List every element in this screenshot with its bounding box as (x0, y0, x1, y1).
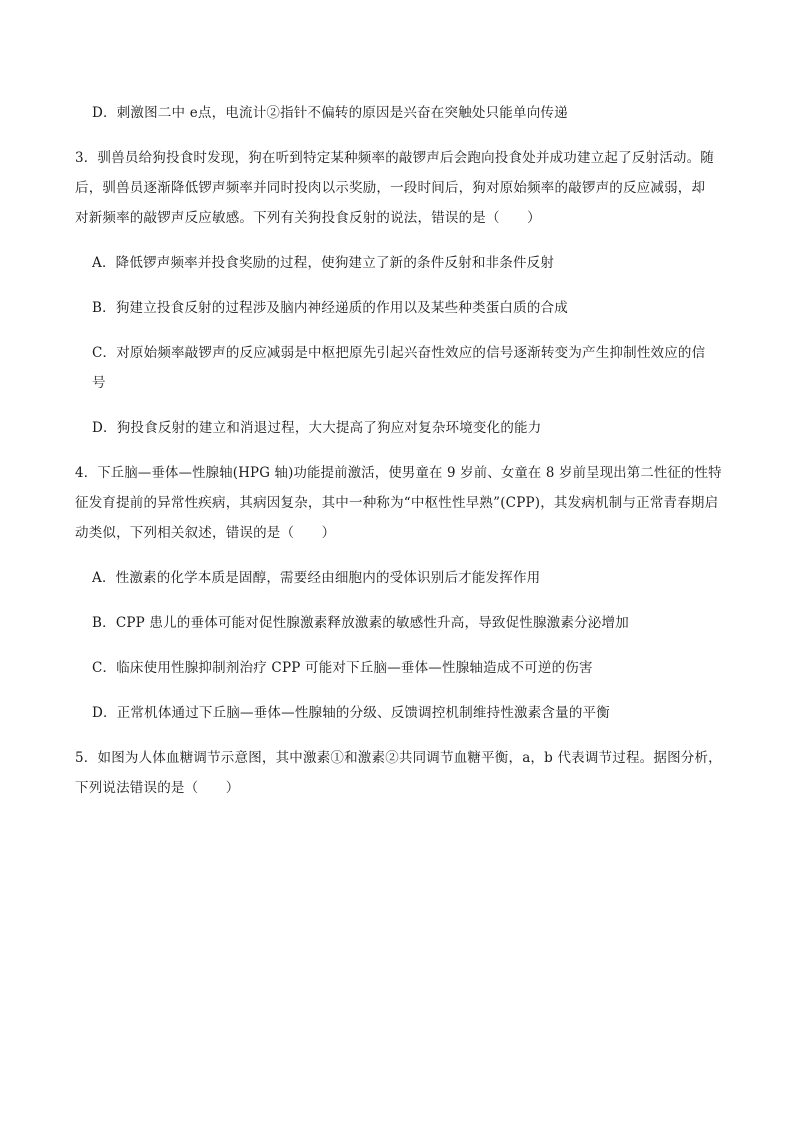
q3-option-c-line-2: 号 (92, 375, 106, 391)
q2-option-d: D．刺激图二中 e点，电流计②指针不偏转的原因是兴奋在突触处只能单向传递 (92, 105, 568, 121)
q3-option-d: D．狗投食反射的建立和消退过程，大大提高了狗应对复杂环境变化的能力 (92, 420, 542, 436)
q3-option-b: B．狗建立投食反射的过程涉及脑内神经递质的作用以及某些种类蛋白质的合成 (92, 300, 568, 316)
q4-option-b: B．CPP 患儿的垂体可能对促性腺激素释放激素的敏感性升高，导致促性腺激素分泌增加 (92, 615, 629, 631)
q4-option-a: A．性激素的化学本质是固醇，需要经由细胞内的受体识别后才能发挥作用 (92, 570, 541, 586)
q3-stem-line-3: 对新频率的敲锣声反应敏感。下列有关狗投食反射的说法，错误的是（ ） (75, 210, 541, 226)
q4-option-d: D．正常机体通过下丘脑—垂体—性腺轴的分级、反馈调控机制维持性激素含量的平衡 (92, 705, 610, 721)
q3-stem-line-1: 3．驯兽员给狗投食时发现，狗在听到特定某种频率的敲锣声后会跑向投食处并成功建立起了反射活动。随 (75, 150, 714, 166)
q5-stem-line-2: 下列说法错误的是（ ） (75, 780, 240, 796)
q4-stem-line-3: 动类似，下列相关叙述，错误的是（ ） (75, 525, 336, 541)
q4-stem-line-2: 征发育提前的异常性疾病，其病因复杂，其中一种称为“中枢性性早熟”(CPP)，其发病机制与正常青春期启 (75, 495, 719, 511)
q3-option-c-line-1: C．对原始频率敲锣声的反应减弱是中枢把原先引起兴奋性效应的信号逐渐转变为产生抑制性效应的信 (92, 345, 706, 361)
q4-option-c: C．临床使用性腺抑制剂治疗 CPP 可能对下丘脑—垂体—性腺轴造成不可逆的伤害 (92, 660, 593, 676)
q3-option-a: A．降低锣声频率并投食奖励的过程，使狗建立了新的条件反射和非条件反射 (92, 255, 555, 271)
q4-stem-line-1: 4．下丘脑—垂体—性腺轴(HPG 轴)功能提前激活，使男童在 9 岁前、女童在 8 岁前呈现出第二性征的性特 (75, 465, 722, 481)
q5-stem-line-1: 5．如图为人体血糖调节示意图，其中激素①和激素②共同调节血糖平衡，a，b 代表调节过程。据图分析， (75, 750, 722, 766)
q3-stem-line-2: 后，驯兽员逐渐降低锣声频率并同时投肉以示奖励，一段时间后，狗对原始频率的敲锣声的反应减弱，却 (75, 180, 706, 196)
